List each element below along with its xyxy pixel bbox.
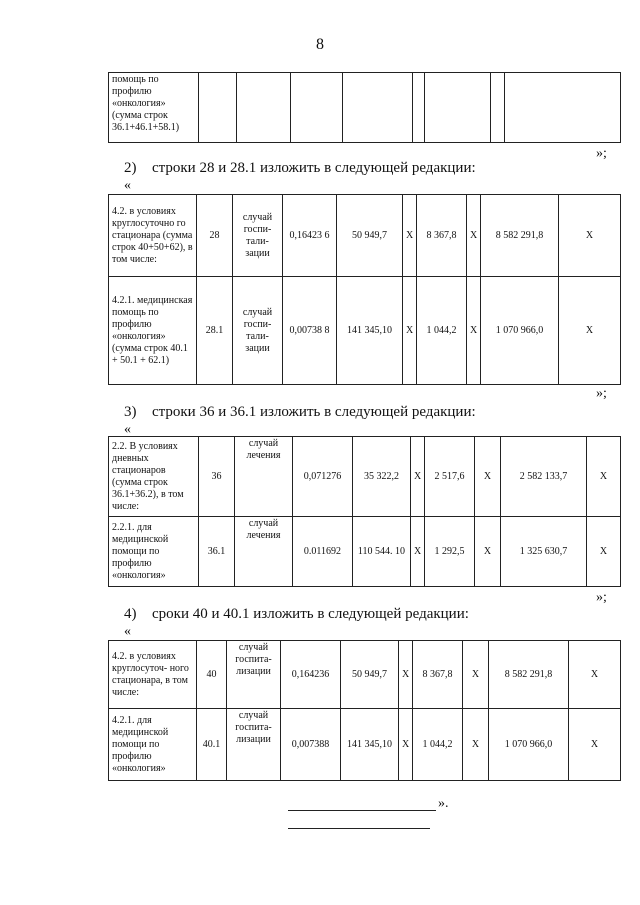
cell: случай госпита- лизации [227,709,281,781]
table-section4 [108,640,621,781]
open-quote: « [124,178,131,193]
table-row [109,641,621,709]
cell [505,73,621,143]
cell: случай лечения [235,517,293,587]
step-number: 3) [124,404,137,420]
cell: X [463,709,489,781]
cell: 50 949,7 [337,195,403,277]
open-quote: « [124,624,131,639]
cell: 0.011692 [293,517,353,587]
step-text: строки 28 и 28.1 изложить в следующей редакции: [152,160,476,176]
cell: 40 [197,641,227,709]
page-number: 8 [316,36,324,53]
cell: X [467,277,481,385]
cell-name: 4.2.1. для медицинской помощи по профилю «онкология» [109,709,197,781]
cell-name: 4.2. в условиях круглосуточ- ного стационара, в том числе: [109,641,197,709]
cell: 35 322,2 [353,437,411,517]
cell [199,73,237,143]
cell: X [569,641,621,709]
top-table [108,72,621,143]
cell: 1 044,2 [413,709,463,781]
step-text: сроки 40 и 40.1 изложить в следующей редакции: [152,606,469,622]
cell: 2 517,6 [425,437,475,517]
table-section3 [108,436,621,587]
table-row [109,517,621,587]
cell: X [403,277,417,385]
cell-name: помощь по профилю «онкология» (сумма строк 36.1+46.1+58.1) [109,73,199,143]
cell [291,73,343,143]
cell [343,73,413,143]
cell-name: 2.2. В условиях дневных стационаров (сумма строк 36.1+36.2), в том числе: [109,437,199,517]
table-row [109,437,621,517]
cell [491,73,505,143]
cell: X [559,195,621,277]
cell: X [587,437,621,517]
cell: 50 949,7 [341,641,399,709]
cell: X [559,277,621,385]
cell: X [411,517,425,587]
cell: случай госпи- тали- зации [233,195,283,277]
cell: 36 [199,437,235,517]
cell: X [587,517,621,587]
cell: X [403,195,417,277]
cell: 1 292,5 [425,517,475,587]
cell: 0,164236 [281,641,341,709]
close-quote: »; [596,146,607,161]
cell-name: 2.2.1. для медицинской помощи по профилю «онкология» [109,517,199,587]
cell: 8 582 291,8 [489,641,569,709]
cell: 40.1 [197,709,227,781]
cell: X [475,517,501,587]
table-row [109,277,621,385]
cell: 1 325 630,7 [501,517,587,587]
cell-name: 4.2.1. медицинская помощь по профилю «онкология» (сумма строк 40.1 + 50.1 + 62.1) [109,277,197,385]
cell: X [467,195,481,277]
cell: 1 070 966,0 [489,709,569,781]
open-quote: « [124,422,131,437]
cell: 8 582 291,8 [481,195,559,277]
cell [237,73,291,143]
cell [413,73,425,143]
separator-line [288,828,430,829]
cell-name: 4.2. в условиях круглосуточно го стационара (сумма строк 40+50+62), в том числе: [109,195,197,277]
close-quote: »; [596,590,607,605]
cell: X [411,437,425,517]
cell: 36.1 [199,517,235,587]
cell: случай госпита- лизации [227,641,281,709]
step-number: 2) [124,160,137,176]
table-row [109,709,621,781]
table-section2 [108,194,621,385]
cell: 2 582 133,7 [501,437,587,517]
cell: 0,16423 6 [283,195,337,277]
cell: X [399,709,413,781]
cell: 8 367,8 [413,641,463,709]
cell: случай лечения [235,437,293,517]
signature-line [288,810,436,811]
cell: 0,071276 [293,437,353,517]
close-quote: »; [596,386,607,401]
cell: 141 345,10 [337,277,403,385]
cell: 28 [197,195,233,277]
cell: 0,007388 [281,709,341,781]
cell: случай госпи- тали- зации [233,277,283,385]
cell [425,73,491,143]
cell: 1 044,2 [417,277,467,385]
close-quote: ». [438,796,449,811]
cell: X [463,641,489,709]
step-text: строки 36 и 36.1 изложить в следующей редакции: [152,404,476,420]
cell: X [569,709,621,781]
cell: X [475,437,501,517]
cell: 110 544. 10 [353,517,411,587]
cell: 0,00738 8 [283,277,337,385]
cell: 1 070 966,0 [481,277,559,385]
cell: 141 345,10 [341,709,399,781]
table-row [109,195,621,277]
cell: X [399,641,413,709]
table-row [109,73,621,143]
cell: 28.1 [197,277,233,385]
cell: 8 367,8 [417,195,467,277]
step-number: 4) [124,606,137,622]
